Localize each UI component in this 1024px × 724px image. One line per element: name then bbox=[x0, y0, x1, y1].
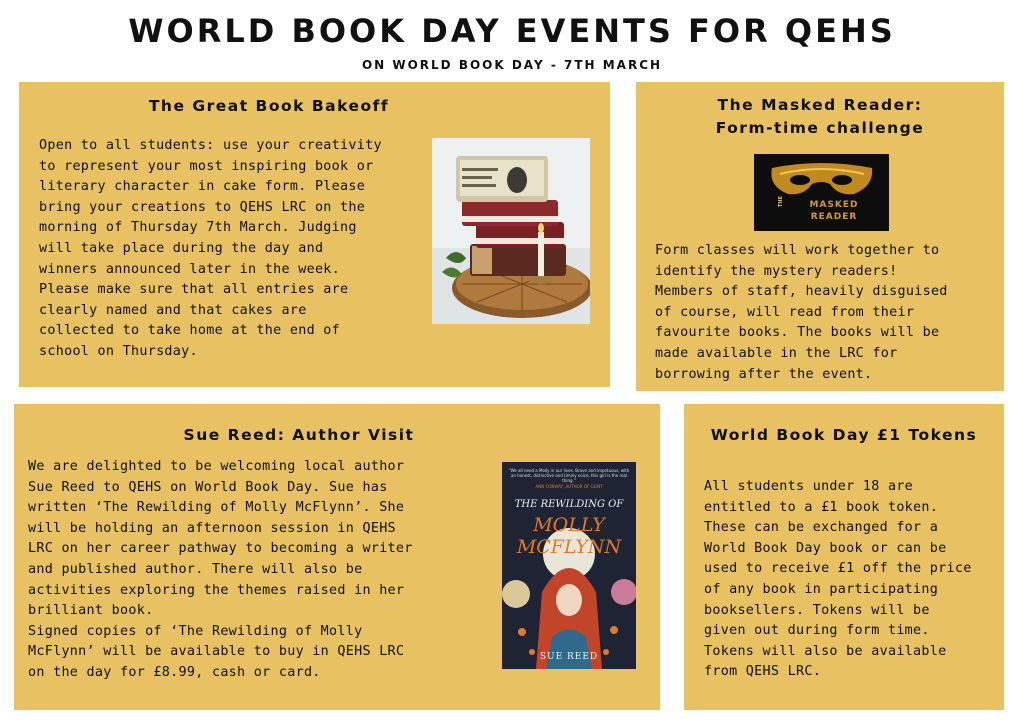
cover-quote-author: ANN CONWAY, AUTHOR OF GLINT bbox=[535, 484, 603, 489]
masked-logo-the: THE bbox=[778, 195, 784, 207]
page-subtitle: ON WORLD BOOK DAY - 7TH MARCH bbox=[361, 58, 663, 72]
tokens-card bbox=[684, 404, 1004, 710]
masked-logo-masked: MASKED bbox=[809, 200, 859, 210]
author-heading: Sue Reed: Author Visit bbox=[183, 426, 415, 444]
book-cover-art-icon bbox=[502, 462, 636, 669]
cover-title-line3: MCFLYNN bbox=[516, 536, 622, 558]
masked-reader-card bbox=[636, 82, 1004, 391]
book-cover bbox=[502, 462, 636, 669]
bakeoff-body: Open to all students: use your creativity to represent your most inspiring book or literary character in cake form. Please bring your creations to QEHS LRC on the morning of Thursday 7th March. Judging will take place during the day and winners announced later in the week. Please make sure that all entries are clearly named and that cakes are collected to take home at the end of school on Thursday. bbox=[39, 138, 382, 359]
page-title: WORLD BOOK DAY EVENTS FOR QEHS bbox=[128, 12, 896, 50]
masked-logo-reader: READER bbox=[810, 212, 858, 222]
author-body: We are delighted to be welcoming local author Sue Reed to QEHS on World Book Day. Sue has written ‘The Rewilding of Molly McFlynn’. She will be holding an afternoon session in QEHS LRC on her career pathway to becoming a writer and published author. There will also be activities exploring the themes raised in her brilliant book. Signed copies of ‘The Rewilding of Molly McFlynn’ will be available to buy in QEHS LRC on the day for £8.99, cash or card. bbox=[28, 459, 413, 680]
cover-title-line2: MOLLY bbox=[533, 514, 605, 536]
book-cake-photo-icon bbox=[432, 138, 590, 324]
masked-body: Form classes will work together to identify the mystery readers! Members of staff, heavily disguised of course, will read from their favourite books. The books will be made available in the LRC for borrowing after the event. bbox=[655, 243, 948, 382]
cover-title-line1: THE REWILDING OF bbox=[514, 499, 624, 510]
cover-quote: "We all need a Molly in our lives. Brave and impetuous, with an honest, distinctive and timely voice, this girl is the real thing." bbox=[508, 468, 630, 483]
tokens-heading: World Book Day £1 Tokens bbox=[710, 426, 978, 444]
masked-heading: The Masked Reader: Form-time challenge bbox=[715, 96, 925, 137]
bakeoff-heading: The Great Book Bakeoff bbox=[148, 97, 390, 115]
cover-author: SUE REED bbox=[539, 652, 599, 662]
bakeoff-card bbox=[19, 82, 610, 387]
tokens-body: All students under 18 are entitled to a £1 book token. These can be exchanged for a World Book Day book or can be used to receive £1 off the price of any book in participating booksellers. Tokens will be given out during form time. Tokens will also be available from QEHS LRC. bbox=[704, 479, 972, 680]
author-visit-card bbox=[14, 404, 660, 710]
